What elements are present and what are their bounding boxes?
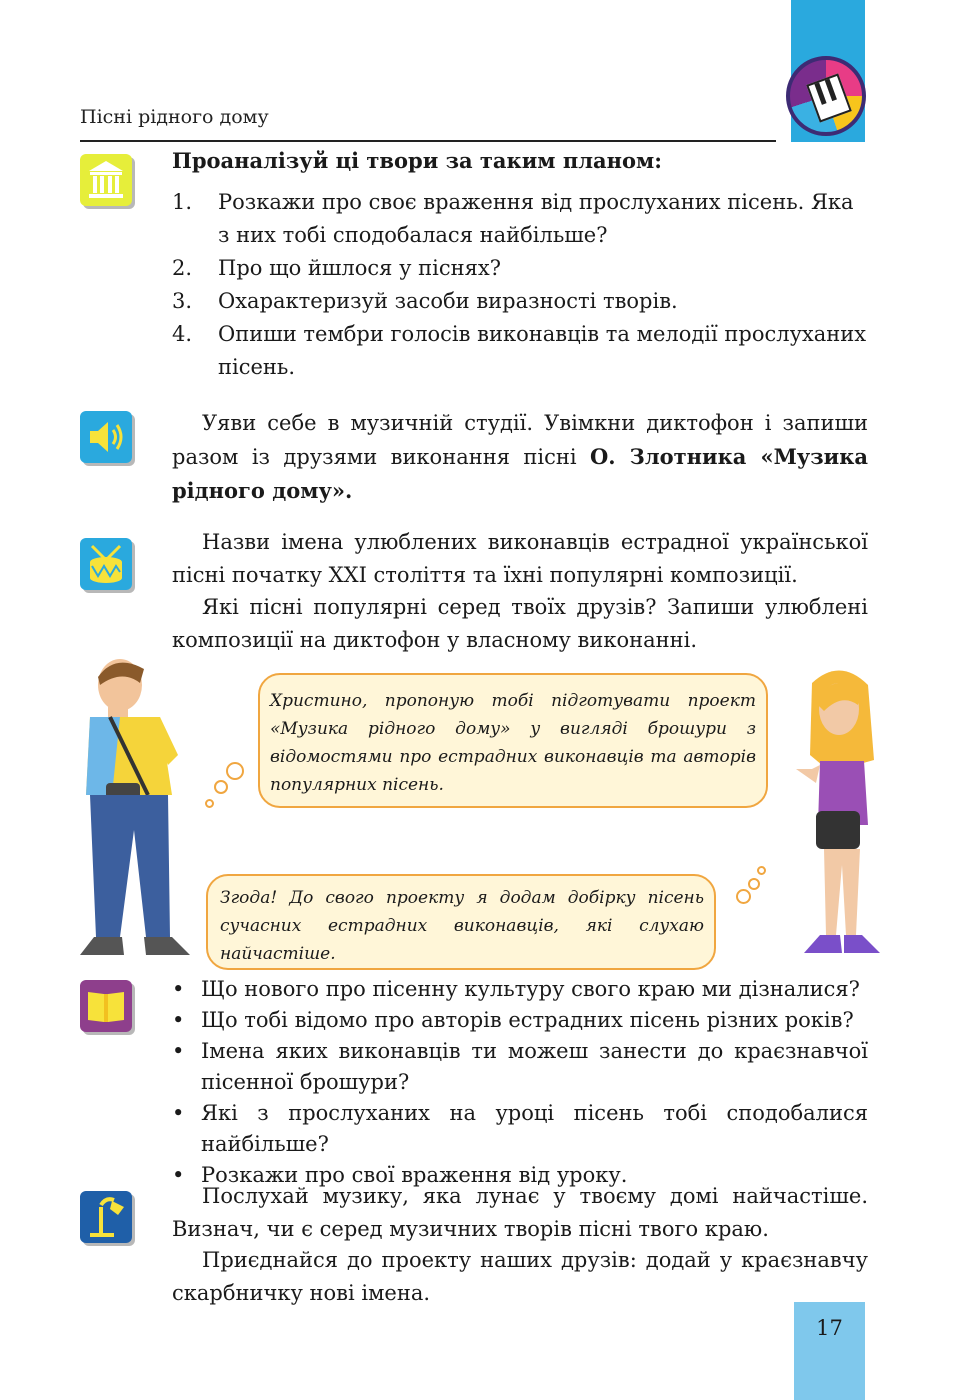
girl-illustration <box>782 665 892 965</box>
questions-list <box>172 974 868 1191</box>
question-item: • Розкажи про свої враження від уроку. <box>172 1160 868 1191</box>
question-item: • Імена яких виконавців ти можеш занести до краєзнавчої пісенної брошури? <box>172 1036 868 1098</box>
plan-item: 4. Опиши тембри голосів виконавців та мелодії прослуханих пісень. <box>172 322 867 379</box>
plan-item: 2. Про що йшлося у піснях? <box>172 256 501 280</box>
home-paragraph-2: Приєднайся до проекту наших друзів: додай у краєзнавчу скарбничку нові імена. <box>172 1248 868 1305</box>
studio-paragraph: Уяви себе в музичній студії. Увімкни диктофон і запиши разом із друзями виконання пісні О. Злотника «Музика рідного дому». <box>172 411 869 503</box>
bubble1-tail-dot <box>226 762 244 780</box>
open-book-icon <box>80 980 132 1032</box>
running-header: Пісні рідного дому <box>80 106 269 128</box>
music-badge-icon <box>786 56 866 136</box>
bubble2-tail-dot <box>736 889 751 904</box>
studio-bold-title: О. Злотника «Музика рідного дому». <box>172 444 869 503</box>
plan-item: 1. Розкажи про своє враження від прослуханих пісень. Яка з них тобі сподобалася найбільше? <box>172 190 854 247</box>
question-item: • Які з прослуханих на уроці пісень тобі сподобалися найбільше? <box>172 1098 868 1160</box>
bubble1-tail-dot <box>205 799 214 808</box>
speech-bubble-boy: Христино, пропоную тобі підготувати проект «Музика рідного дому» у вигляді брошури з відомостями про естрадних виконавців та авторів популярних пісень. <box>258 673 768 808</box>
performers-paragraph-2: Які пісні популярні серед твоїх друзів? Запиши улюблені композиції на диктофон у власному виконанні. <box>172 595 868 652</box>
plan-item: 3. Охарактеризуй засоби виразності творів. <box>172 289 678 313</box>
bubble2-tail-dot <box>748 878 760 890</box>
lamp-icon <box>80 1191 132 1243</box>
drum-icon <box>80 538 132 590</box>
plan-heading: Проаналізуй ці твори за таким планом: <box>172 148 662 173</box>
plan-list <box>172 186 868 384</box>
page-number: 17 <box>816 1316 843 1340</box>
question-item: • Що тобі відомо про авторів естрадних пісень різних років? <box>172 1005 868 1036</box>
performers-paragraph-1: Назви імена улюблених виконавців естрадної української пісні початку XXI століття та їхні популярні композиції. <box>172 530 868 587</box>
bubble2-tail-dot <box>757 866 766 875</box>
bubble1-tail-dot <box>214 780 228 794</box>
temple-icon <box>80 154 132 206</box>
question-item: • Що нового про пісенну культуру свого краю ми дізналися? <box>172 974 868 1005</box>
header-rule <box>80 140 776 142</box>
speech-bubble-girl: Згода! До свого проекту я додам добірку пісень сучасних естрадних виконавців, які слухаю найчастіше. <box>206 874 716 970</box>
speaker-icon <box>80 411 132 463</box>
home-paragraph-1: Послухай музику, яка лунає у твоєму домі найчастіше. Визнач, чи є серед музичних творів пісні твого краю. <box>172 1184 868 1241</box>
boy-illustration <box>60 655 210 975</box>
